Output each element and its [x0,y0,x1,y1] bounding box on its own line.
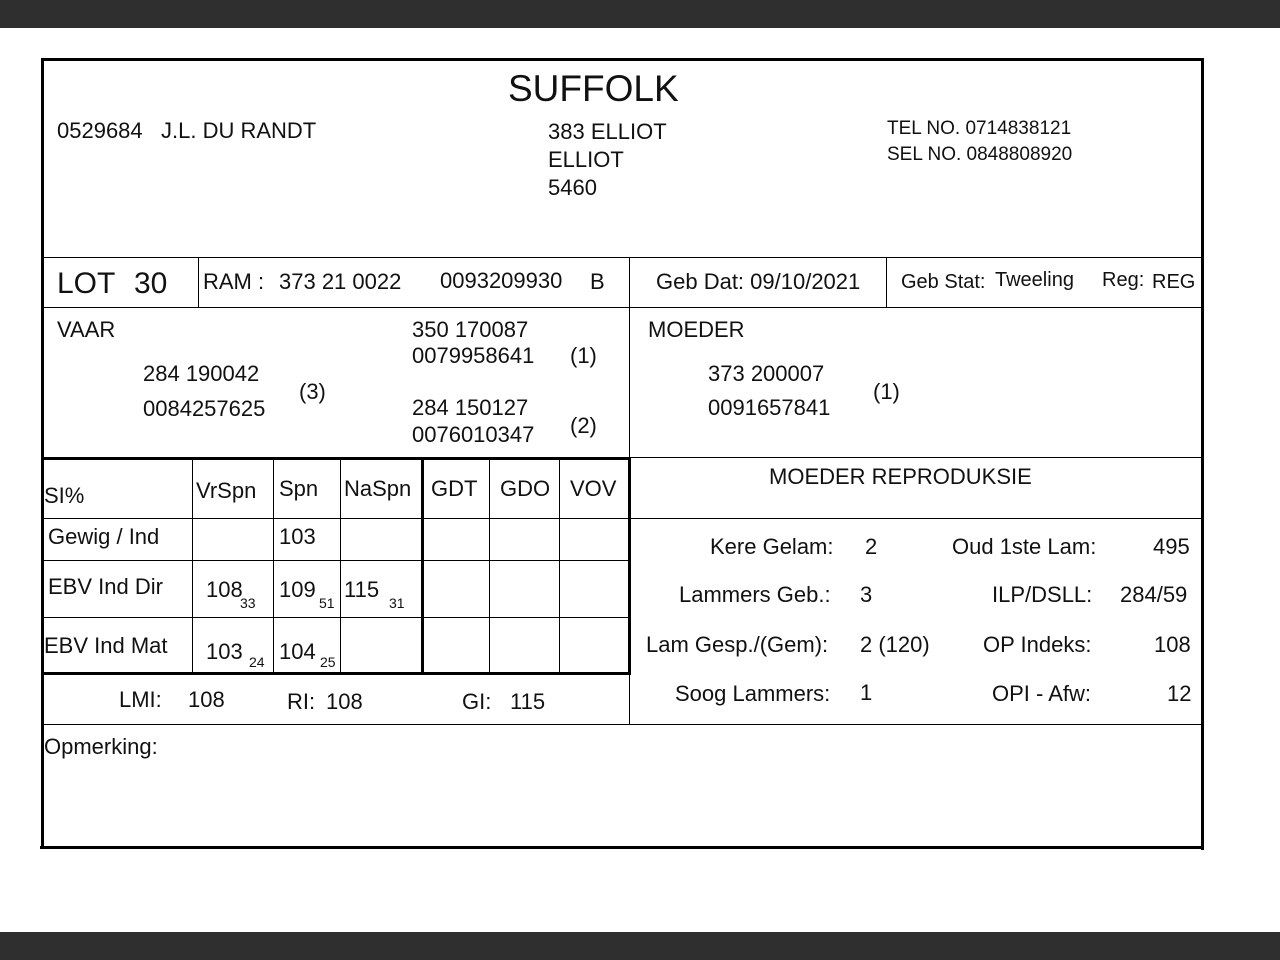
top-dark-bar [0,0,1280,28]
ram-id: 0093209930 [440,268,563,293]
col-header-vov: VOV [570,476,617,501]
rule-header [44,257,1202,258]
sire-mark: (3) [299,379,326,404]
ebv-dir-vrspn: 108 [206,577,243,602]
ilp-value: 284/59 [1120,582,1188,607]
lam-gesp-label: Lam Gesp./(Gem): [646,632,829,657]
ram-grade: B [590,269,605,294]
dam-label: MOEDER [648,317,745,342]
birth-status-label: Geb Stat: [901,271,986,293]
oud-value: 495 [1153,534,1190,559]
ebv-mat-vrspn-accuracy: 24 [249,654,265,670]
bottom-dark-bar [0,932,1280,960]
lot-number: 30 [134,267,168,300]
sire-label: VAAR [57,317,116,342]
grid-right [628,457,631,675]
grid-col-2 [273,460,274,672]
birth-status: Tweeling [995,269,1074,291]
ebv-mat-vrspn: 103 [206,639,243,664]
col-header-vrspn: VrSpn [196,478,257,503]
row-label-ebv-mat: EBV Ind Mat [44,633,168,658]
sire-dam-id: 284 150127 [412,395,529,420]
grid-row-1 [44,518,629,519]
lot-label: LOT [57,267,116,300]
sire-id: 284 190042 [143,361,260,386]
grid-col-4 [489,460,490,672]
col-header-gdt: GDT [431,476,478,501]
sire-dam-mark: (2) [570,413,597,438]
card-border-left [41,58,44,848]
rule-indices [44,724,1202,725]
gi-label: GI: [462,689,492,714]
lammers-geb-value: 3 [860,582,873,607]
reg-value: REG [1152,271,1196,293]
ilp-label: ILP/DSLL: [992,582,1093,607]
col-header-gdo: GDO [500,476,551,501]
kere-gelam-label: Kere Gelam: [710,534,834,559]
dam-mark: (1) [873,379,900,404]
soog-value: 1 [860,680,873,705]
ebv-dir-naspn: 115 [344,577,380,602]
ebv-dir-vrspn-accuracy: 33 [240,595,256,611]
card-border-bottom [40,846,1202,849]
grid-col-5 [559,460,560,672]
repro-title: MOEDER REPRODUKSIE [769,464,1032,489]
col-header-spn: Spn [279,476,319,501]
tel-number: TEL NO. 0714838121 [887,118,1072,139]
reg-label: Reg: [1102,269,1145,291]
grid-bottom [44,672,631,675]
sire-sire-number: 0079958641 [412,343,535,368]
ram-label: RAM : [203,269,265,294]
sire-number: 0084257625 [143,396,266,421]
grid-row-3 [44,617,629,618]
rule-lot-split [198,257,199,307]
owner-name: J.L. DU RANDT [161,118,317,143]
opi-value: 12 [1167,681,1192,706]
ebv-dir-spn: 109 [279,577,316,602]
row-label-ebv-dir: EBV Ind Dir [48,574,163,599]
ebv-dir-naspn-accuracy: 31 [389,595,405,611]
address-postcode: 5460 [548,175,597,200]
sire-sire-id: 350 170087 [412,317,529,342]
address-line1: 383 ELLIOT [548,119,667,144]
kere-gelam-value: 2 [865,534,878,559]
sel-number: SEL NO. 0848808920 [887,144,1073,165]
card-border-right [1201,58,1204,850]
birth-date: Geb Dat: 09/10/2021 [656,269,861,294]
ram-number: 373 21 0022 [279,269,402,294]
ebv-mat-spn-accuracy: 25 [320,654,336,670]
lmi-value: 108 [188,687,225,712]
gi-value: 115 [510,689,546,714]
op-value: 108 [1154,632,1191,657]
rule-date-split [886,257,887,307]
owner-code: 0529684 [57,118,143,143]
address-line2: ELLIOT [548,147,624,172]
row-label-weight: Gewig / Ind [48,524,160,549]
remarks-label: Opmerking: [44,734,158,759]
dam-id: 373 200007 [708,361,825,386]
dam-number: 0091657841 [708,395,831,420]
soog-label: Soog Lammers: [675,681,831,706]
rule-repro-title [631,518,1202,519]
ri-value: 108 [326,689,363,714]
grid-mid-divider [421,457,424,675]
grid-col-1 [192,460,193,672]
sire-dam-number: 0076010347 [412,422,535,447]
col-header-naspn: NaSpn [344,476,412,501]
grid-col-3 [340,460,341,672]
lmi-label: LMI: [119,687,162,712]
lammers-geb-label: Lammers Geb.: [679,582,831,607]
weight-spn: 103 [279,524,316,549]
ebv-dir-spn-accuracy: 51 [319,595,335,611]
rule-lot [44,307,1202,308]
sire-sire-mark: (1) [570,343,597,368]
grid-top [44,457,631,460]
si-label: SI% [44,483,85,508]
oud-label: Oud 1ste Lam: [952,534,1097,559]
opi-label: OPI - Afw: [992,681,1092,706]
grid-row-2 [44,560,629,561]
ri-label: RI: [287,689,316,714]
ebv-mat-spn: 104 [279,639,316,664]
card-border-top [42,58,1204,61]
lam-gesp-value: 2 (120) [860,632,930,657]
breed-title: SUFFOLK [508,68,679,109]
op-label: OP Indeks: [983,632,1092,657]
